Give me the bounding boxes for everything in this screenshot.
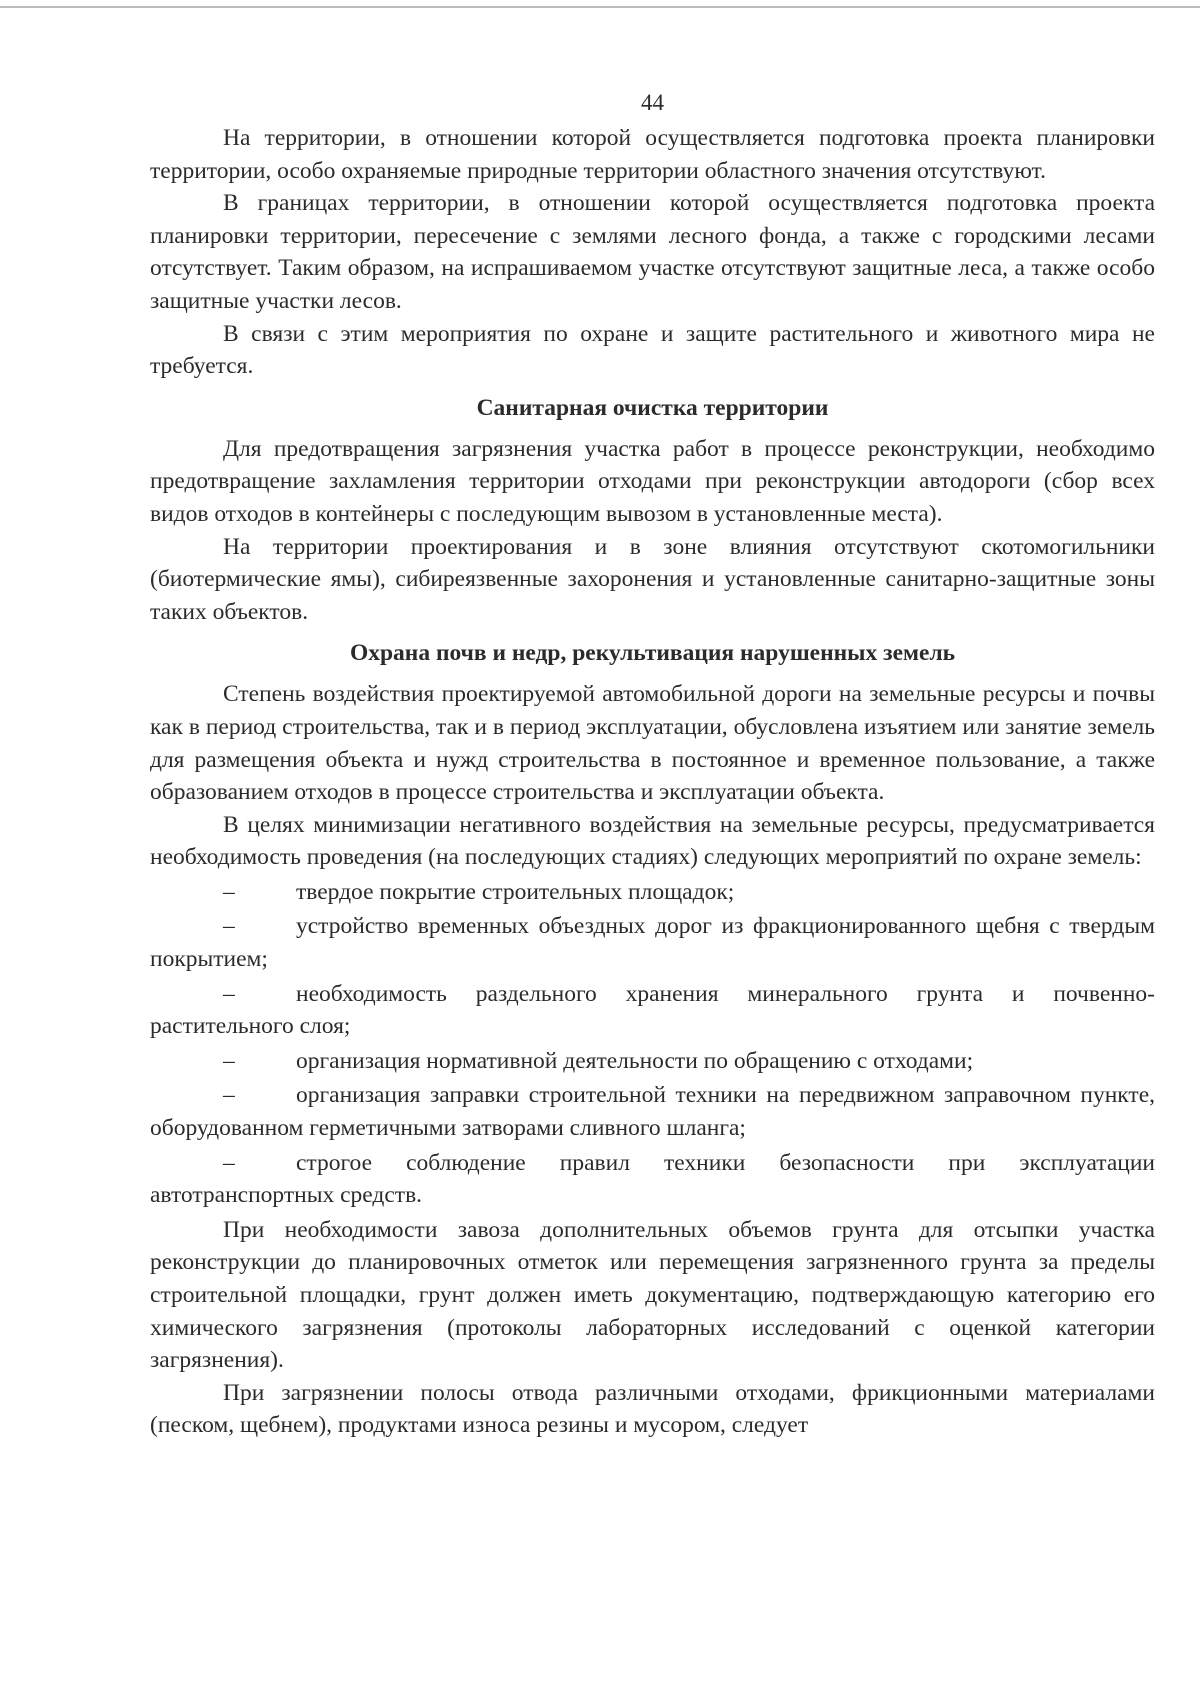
list-item-text: строгое соблюдение правил техники безопасности при эксплуатации автотранспортных средств. [150, 1149, 1155, 1209]
document-page [150, 84, 1155, 1442]
list-dash: – [223, 1047, 235, 1074]
list-dash: – [223, 1082, 235, 1109]
list-item [150, 1045, 1155, 1078]
paragraph-protected-territories: На территории, в отношении которой осуществляется подготовка проекта планировки территории, особо охраняемые природные территории областного значения отсутствуют. [150, 125, 1155, 184]
list-item-text: организация заправки строительной техники на передвижном заправочном пункте, оборудованном герметичными затворами сливного шланга; [150, 1082, 1155, 1142]
list-item-text: необходимость раздельного хранения минерального грунта и почвенно-растительного слоя; [150, 980, 1155, 1040]
paragraph-burial-grounds: На территории проектирования и в зоне влияния отсутствуют скотомогильники (биотермические ямы), сибиреязвенные захоронения и установленные санитарно-защитные зоны таких объектов. [150, 533, 1155, 625]
paragraph-right-of-way-pollution: При загрязнении полосы отвода различными отходами, фрикционными материалами (песком, щебнем), продуктами износа резины и мусором, следует [150, 1379, 1155, 1439]
heading-sanitary-cleaning: Санитарная очистка территории [476, 394, 829, 421]
list-dash: – [223, 913, 235, 940]
list-item [150, 876, 1155, 909]
scan-top-edge [0, 6, 1200, 8]
paragraph-forest-fund: В границах территории, в отношении которой осуществляется подготовка проекта планировки территории, пересечение с землями лесного фонда, а также с городскими лесами отсутствует. Таким образом, на испрашиваемом участке отсутствуют защитные леса, а также особо защитные участки лесов. [150, 190, 1155, 314]
heading-soil-protection: Охрана почв и недр, рекультивация нарушенных земель [349, 640, 956, 667]
paragraph-flora-fauna: В связи с этим мероприятия по охране и защите растительного и животного мира не требуется. [150, 320, 1155, 380]
list-item [150, 910, 1155, 975]
measures-list [150, 876, 1155, 1212]
list-item [150, 978, 1155, 1043]
list-item-text: организация нормативной деятельности по обращению с отходами; [296, 1047, 974, 1074]
list-item-text: твердое покрытие строительных площадок; [296, 878, 735, 905]
list-item [150, 1147, 1155, 1212]
list-dash: – [223, 980, 235, 1007]
paragraph-impact-degree: Степень воздействия проектируемой автомобильной дороги на земельные ресурсы и почвы как в период строительства, так и в период эксплуатации, обусловлена изъятием или занятие земель для размещения объекта и нужд строительства в постоянное и временное пользование, а также образованием отходов в процессе строительства и эксплуатации объекта. [150, 681, 1155, 806]
paragraph-minimization: В целях минимизации негативного воздействия на земельные ресурсы, предусматривается необходимость проведения (на последующих стадиях) следующих мероприятий по охране земель: [150, 811, 1155, 871]
list-dash: – [223, 1149, 235, 1176]
paragraph-pollution-prevention: Для предотвращения загрязнения участка работ в процессе реконструкции, необходимо предотвращение захламления территории отходами при реконструкции автодороги (сбор всех видов отходов в контейнеры с последующим вывозом в установленные места). [150, 435, 1155, 527]
list-dash: – [223, 878, 235, 905]
page-number: 44 [641, 90, 664, 115]
list-item-text: устройство временных объездных дорог из фракционированного щебня с твердым покрытием; [150, 913, 1155, 973]
list-item [150, 1079, 1155, 1144]
paragraph-soil-import: При необходимости завоза дополнительных объемов грунта для отсыпки участка реконструкции до планировочных отметок или перемещения загрязненного грунта за пределы строительной площадки, грунт должен иметь документацию, подтверждающую категорию его химического загрязнения (протоколы лабораторных исследований с оценкой категории загрязнения). [150, 1216, 1155, 1374]
